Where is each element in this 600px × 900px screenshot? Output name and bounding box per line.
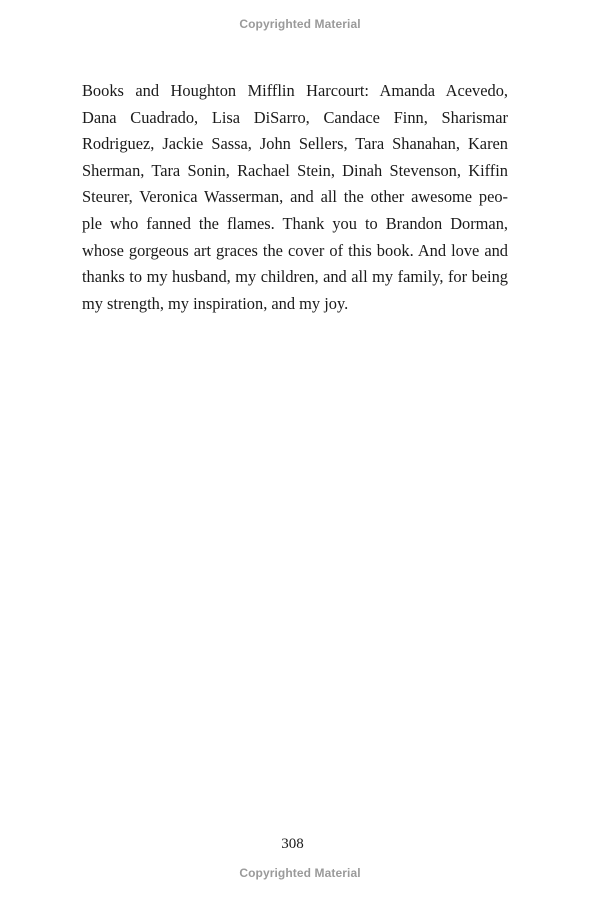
text-line: Books and Houghton Mifflin Harcourt: Amanda Acevedo, — [82, 81, 508, 100]
page-number: 308 — [281, 836, 304, 852]
text-line: Rodriguez, Jackie Sassa, John Sellers, Tara Shanahan, Karen — [82, 134, 508, 154]
text-line: Steurer, Veronica Wasserman, and all the other awesome peo- — [82, 187, 508, 207]
acknowledgments-paragraph — [82, 78, 508, 317]
text-line: Dana Cuadrado, Lisa DiSarro, Candace Finn, Sharismar — [82, 107, 508, 127]
text-line: ple who fanned the flames. Thank you to Brandon Dorman, — [82, 213, 508, 233]
text-line: my strength, my inspiration, and my joy. — [82, 293, 349, 313]
copyright-watermark-bottom: Copyrighted Material — [239, 866, 361, 880]
text-line: Sherman, Tara Sonin, Rachael Stein, Dinah Stevenson, Kiffin — [82, 160, 508, 180]
copyright-watermark-top: Copyrighted Material — [239, 17, 361, 31]
text-line: whose gorgeous art graces the cover of this book. And love and — [82, 240, 508, 260]
text-line: thanks to my husband, my children, and all my family, for being — [82, 267, 508, 287]
